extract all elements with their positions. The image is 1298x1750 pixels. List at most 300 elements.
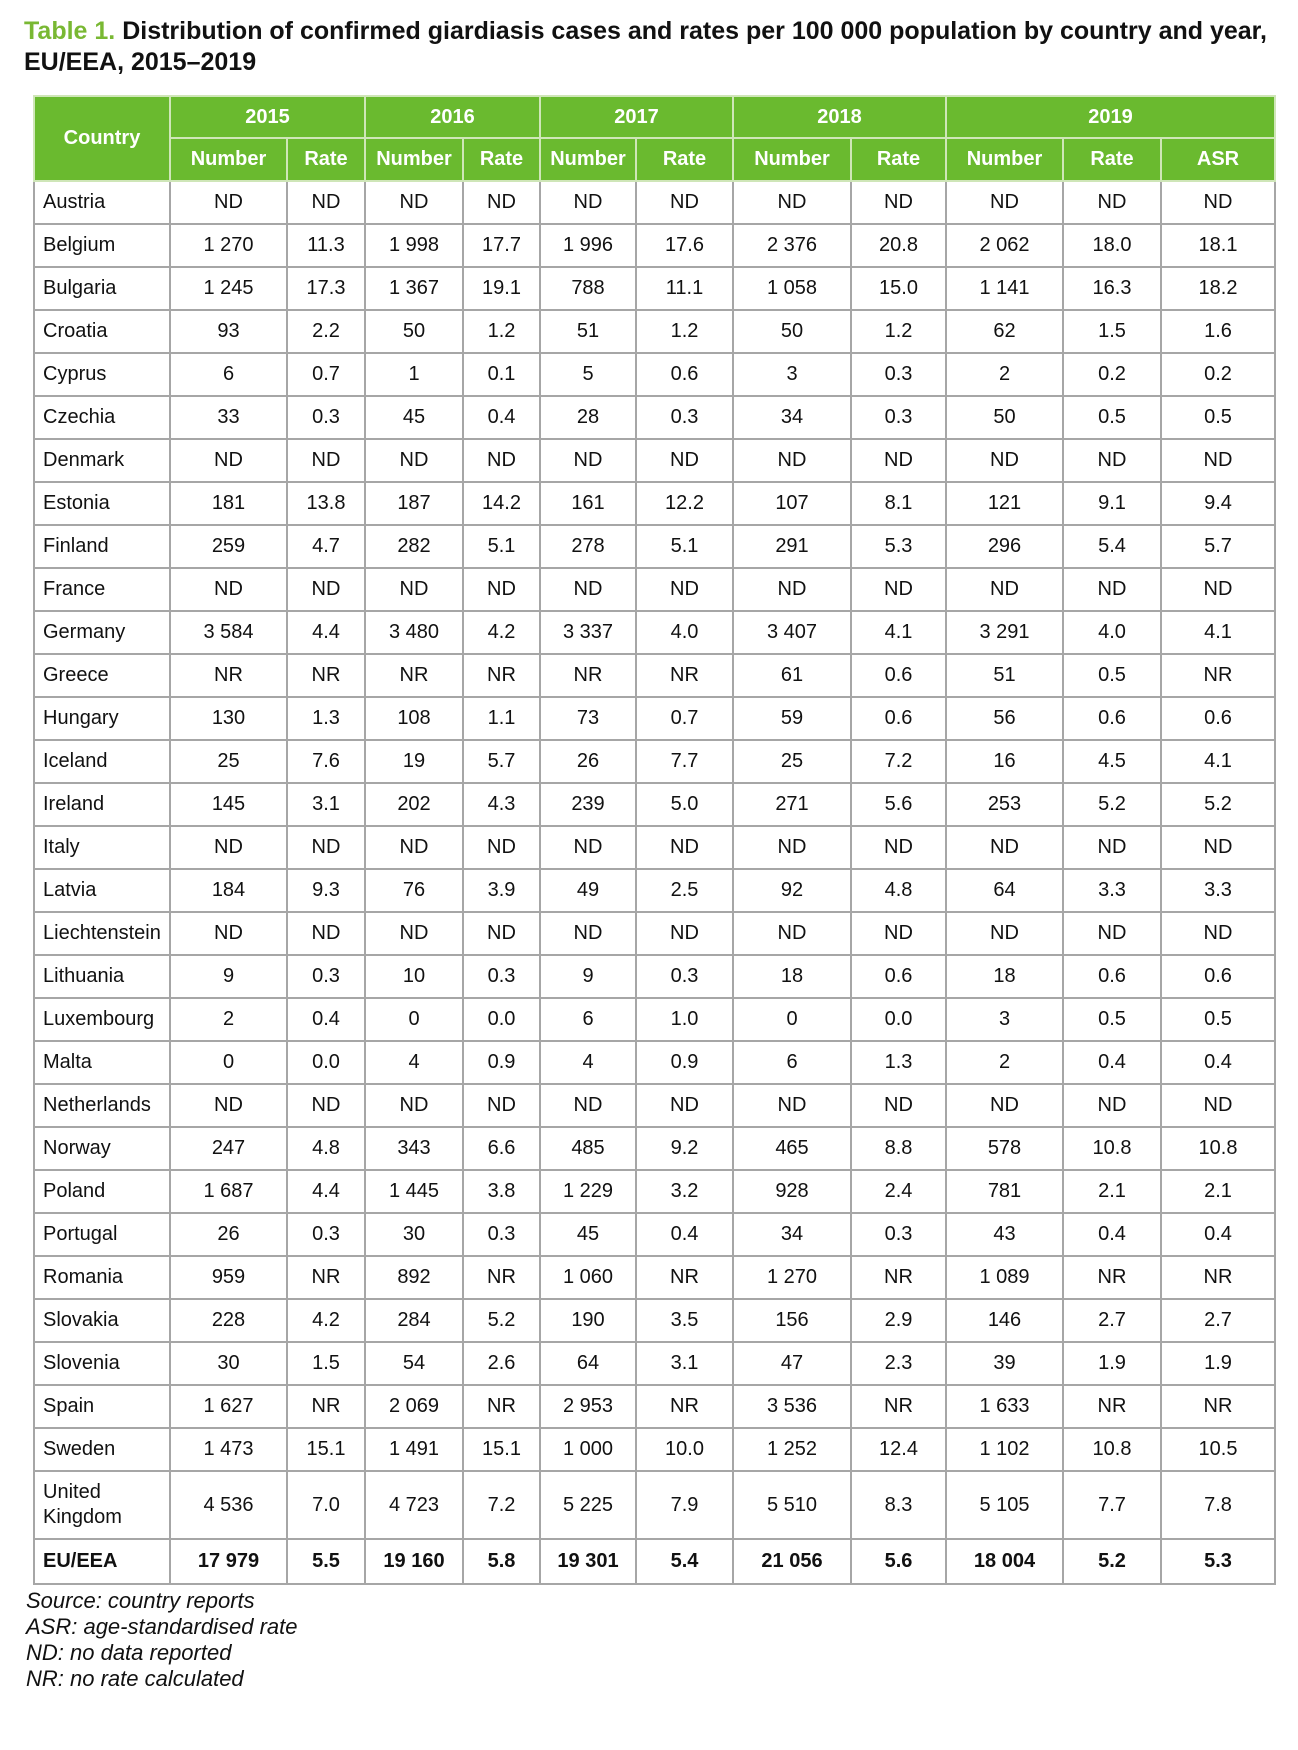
value-cell: 4.4	[287, 611, 365, 654]
value-cell: ND	[540, 181, 636, 224]
value-cell: 56	[946, 697, 1063, 740]
country-cell: Netherlands	[34, 1084, 170, 1127]
value-cell: 3.2	[636, 1170, 733, 1213]
country-cell: Hungary	[34, 697, 170, 740]
subheader-cell: Number	[733, 138, 851, 181]
value-cell: 18.2	[1161, 267, 1275, 310]
value-cell: 0.6	[1063, 955, 1161, 998]
value-cell: 1 060	[540, 1256, 636, 1299]
value-cell: 15.0	[851, 267, 946, 310]
value-cell: 17.6	[636, 224, 733, 267]
value-cell: 15.1	[463, 1428, 540, 1471]
table-row	[34, 1170, 1275, 1213]
value-cell: 12.4	[851, 1428, 946, 1471]
table-body	[34, 181, 1275, 1584]
value-cell: 1.1	[463, 697, 540, 740]
value-cell: 6.6	[463, 1127, 540, 1170]
country-cell: Denmark	[34, 439, 170, 482]
total-row	[34, 1539, 1275, 1584]
value-cell: 181	[170, 482, 287, 525]
value-cell: 1.6	[1161, 310, 1275, 353]
value-cell: 7.7	[1063, 1471, 1161, 1539]
value-cell: 64	[946, 869, 1063, 912]
value-cell: ND	[733, 826, 851, 869]
value-cell: 3.3	[1063, 869, 1161, 912]
value-cell: ND	[636, 568, 733, 611]
value-cell: 39	[946, 1342, 1063, 1385]
value-cell: 45	[540, 1213, 636, 1256]
country-cell: Lithuania	[34, 955, 170, 998]
country-cell: Luxembourg	[34, 998, 170, 1041]
country-column-header: Country	[34, 96, 170, 181]
value-cell: 0.4	[636, 1213, 733, 1256]
value-cell: 1 633	[946, 1385, 1063, 1428]
value-cell: 5.5	[287, 1539, 365, 1584]
value-cell: 2	[946, 353, 1063, 396]
value-cell: 15.1	[287, 1428, 365, 1471]
value-cell: 2	[170, 998, 287, 1041]
value-cell: 33	[170, 396, 287, 439]
value-cell: 0.3	[636, 396, 733, 439]
value-cell: 34	[733, 396, 851, 439]
value-cell: 7.6	[287, 740, 365, 783]
country-cell: Norway	[34, 1127, 170, 1170]
value-cell: 0.4	[1161, 1213, 1275, 1256]
value-cell: 1.3	[851, 1041, 946, 1084]
value-cell: 19	[365, 740, 463, 783]
year-header: 2019	[946, 96, 1275, 138]
value-cell: 1.5	[287, 1342, 365, 1385]
value-cell: 1 270	[170, 224, 287, 267]
value-cell: 0.4	[1161, 1041, 1275, 1084]
value-cell: 10.0	[636, 1428, 733, 1471]
value-cell: 49	[540, 869, 636, 912]
value-cell: 7.7	[636, 740, 733, 783]
subheader-cell: Number	[170, 138, 287, 181]
value-cell: 291	[733, 525, 851, 568]
value-cell: 10.8	[1063, 1127, 1161, 1170]
subheader-cell: Number	[365, 138, 463, 181]
table-row	[34, 1256, 1275, 1299]
year-header: 2018	[733, 96, 946, 138]
year-header: 2016	[365, 96, 540, 138]
table-row	[34, 1213, 1275, 1256]
value-cell: ND	[1063, 912, 1161, 955]
country-cell: Czechia	[34, 396, 170, 439]
value-cell: 3 407	[733, 611, 851, 654]
value-cell: 0.3	[463, 955, 540, 998]
value-cell: 5.6	[851, 783, 946, 826]
value-cell: 2 062	[946, 224, 1063, 267]
table-row	[34, 568, 1275, 611]
value-cell: 5.0	[636, 783, 733, 826]
value-cell: ND	[287, 826, 365, 869]
value-cell: 1.3	[287, 697, 365, 740]
value-cell: 17.3	[287, 267, 365, 310]
value-cell: 0.6	[851, 955, 946, 998]
value-cell: 190	[540, 1299, 636, 1342]
value-cell: ND	[946, 912, 1063, 955]
value-cell: 4	[365, 1041, 463, 1084]
table-row	[34, 525, 1275, 568]
subheader-cell: ASR	[1161, 138, 1275, 181]
value-cell: 3.1	[287, 783, 365, 826]
value-cell: ND	[733, 181, 851, 224]
country-cell: Latvia	[34, 869, 170, 912]
value-cell: 18 004	[946, 1539, 1063, 1584]
subheader-cell: Rate	[287, 138, 365, 181]
country-cell: Belgium	[34, 224, 170, 267]
value-cell: 4.2	[287, 1299, 365, 1342]
value-cell: ND	[170, 568, 287, 611]
value-cell: 1 270	[733, 1256, 851, 1299]
data-table-container	[33, 95, 1274, 1585]
value-cell: 107	[733, 482, 851, 525]
value-cell: ND	[463, 181, 540, 224]
value-cell: 5.6	[851, 1539, 946, 1584]
note-asr: ASR: age-standardised rate	[26, 1614, 298, 1639]
value-cell: 0.5	[1161, 998, 1275, 1041]
table-row	[34, 267, 1275, 310]
value-cell: ND	[365, 1084, 463, 1127]
value-cell: 54	[365, 1342, 463, 1385]
value-cell: 8.3	[851, 1471, 946, 1539]
value-cell: 19 301	[540, 1539, 636, 1584]
value-cell: 282	[365, 525, 463, 568]
value-cell: 1.5	[1063, 310, 1161, 353]
country-cell: Cyprus	[34, 353, 170, 396]
value-cell: ND	[540, 1084, 636, 1127]
value-cell: 45	[365, 396, 463, 439]
value-cell: 6	[540, 998, 636, 1041]
value-cell: 16	[946, 740, 1063, 783]
value-cell: 3	[733, 353, 851, 396]
value-cell: 7.2	[463, 1471, 540, 1539]
value-cell: 3.9	[463, 869, 540, 912]
value-cell: 4	[540, 1041, 636, 1084]
country-cell: Malta	[34, 1041, 170, 1084]
value-cell: 0.3	[287, 396, 365, 439]
value-cell: 161	[540, 482, 636, 525]
value-cell: 0.4	[1063, 1041, 1161, 1084]
value-cell: 50	[733, 310, 851, 353]
note-source: Source: country reports	[26, 1588, 255, 1613]
value-cell: 1 998	[365, 224, 463, 267]
table-row	[34, 1342, 1275, 1385]
value-cell: ND	[170, 181, 287, 224]
value-cell: 17 979	[170, 1539, 287, 1584]
value-cell: ND	[365, 826, 463, 869]
value-cell: 2.9	[851, 1299, 946, 1342]
value-cell: NR	[851, 1385, 946, 1428]
value-cell: 0.5	[1063, 998, 1161, 1041]
value-cell: NR	[463, 1385, 540, 1428]
table-row	[34, 1127, 1275, 1170]
value-cell: ND	[463, 568, 540, 611]
table-row	[34, 697, 1275, 740]
subheader-cell: Rate	[636, 138, 733, 181]
value-cell: 1.2	[463, 310, 540, 353]
subheader-cell: Rate	[851, 138, 946, 181]
value-cell: 18	[733, 955, 851, 998]
country-cell: Sweden	[34, 1428, 170, 1471]
value-cell: 3.8	[463, 1170, 540, 1213]
table-row	[34, 310, 1275, 353]
country-cell: Romania	[34, 1256, 170, 1299]
value-cell: ND	[463, 439, 540, 482]
value-cell: 8.1	[851, 482, 946, 525]
value-cell: 1 627	[170, 1385, 287, 1428]
value-cell: 0.6	[1161, 955, 1275, 998]
value-cell: 228	[170, 1299, 287, 1342]
table-row	[34, 482, 1275, 525]
value-cell: ND	[851, 912, 946, 955]
value-cell: 146	[946, 1299, 1063, 1342]
value-cell: 3 337	[540, 611, 636, 654]
value-cell: ND	[946, 181, 1063, 224]
value-cell: 2.3	[851, 1342, 946, 1385]
value-cell: ND	[851, 1084, 946, 1127]
country-cell: Liechtenstein	[34, 912, 170, 955]
value-cell: NR	[1161, 1256, 1275, 1299]
table-row	[34, 869, 1275, 912]
value-cell: 0.3	[851, 353, 946, 396]
value-cell: 202	[365, 783, 463, 826]
value-cell: 0.4	[287, 998, 365, 1041]
value-cell: 4.3	[463, 783, 540, 826]
value-cell: 247	[170, 1127, 287, 1170]
value-cell: 0.3	[287, 1213, 365, 1256]
value-cell: ND	[1063, 1084, 1161, 1127]
value-cell: 892	[365, 1256, 463, 1299]
value-cell: NR	[1161, 654, 1275, 697]
value-cell: ND	[851, 826, 946, 869]
value-cell: 5.7	[463, 740, 540, 783]
value-cell: 343	[365, 1127, 463, 1170]
country-cell: Croatia	[34, 310, 170, 353]
value-cell: 11.3	[287, 224, 365, 267]
value-cell: 2.1	[1161, 1170, 1275, 1213]
value-cell: NR	[287, 654, 365, 697]
value-cell: ND	[170, 826, 287, 869]
value-cell: ND	[540, 439, 636, 482]
table-row	[34, 998, 1275, 1041]
value-cell: ND	[540, 826, 636, 869]
value-cell: NR	[365, 654, 463, 697]
value-cell: 271	[733, 783, 851, 826]
value-cell: ND	[1063, 826, 1161, 869]
value-cell: 781	[946, 1170, 1063, 1213]
value-cell: ND	[365, 439, 463, 482]
value-cell: 187	[365, 482, 463, 525]
value-cell: 1 102	[946, 1428, 1063, 1471]
value-cell: 9	[540, 955, 636, 998]
table-row	[34, 353, 1275, 396]
value-cell: 1 445	[365, 1170, 463, 1213]
value-cell: 2	[946, 1041, 1063, 1084]
table-row	[34, 1385, 1275, 1428]
value-cell: 10.8	[1161, 1127, 1275, 1170]
value-cell: ND	[1161, 912, 1275, 955]
value-cell: 0.7	[636, 697, 733, 740]
value-cell: ND	[170, 439, 287, 482]
value-cell: 1	[365, 353, 463, 396]
value-cell: 0.6	[1161, 697, 1275, 740]
country-cell: Estonia	[34, 482, 170, 525]
value-cell: ND	[287, 181, 365, 224]
value-cell: 0.6	[1063, 697, 1161, 740]
value-cell: 1 367	[365, 267, 463, 310]
value-cell: 9.1	[1063, 482, 1161, 525]
value-cell: 2.4	[851, 1170, 946, 1213]
value-cell: 0	[365, 998, 463, 1041]
value-cell: ND	[733, 439, 851, 482]
giardiasis-table	[33, 95, 1276, 1585]
value-cell: 4.1	[1161, 611, 1275, 654]
value-cell: 50	[365, 310, 463, 353]
value-cell: ND	[1161, 439, 1275, 482]
value-cell: 5.2	[1063, 1539, 1161, 1584]
value-cell: 76	[365, 869, 463, 912]
value-cell: 0	[733, 998, 851, 1041]
value-cell: 30	[365, 1213, 463, 1256]
table-notes	[26, 1588, 298, 1692]
value-cell: 43	[946, 1213, 1063, 1256]
value-cell: ND	[851, 568, 946, 611]
value-cell: NR	[463, 1256, 540, 1299]
country-cell: Spain	[34, 1385, 170, 1428]
country-cell: Slovenia	[34, 1342, 170, 1385]
value-cell: ND	[851, 439, 946, 482]
value-cell: 145	[170, 783, 287, 826]
value-cell: NR	[851, 1256, 946, 1299]
value-cell: 11.1	[636, 267, 733, 310]
value-cell: 296	[946, 525, 1063, 568]
value-cell: 13.8	[287, 482, 365, 525]
value-cell: 1.9	[1063, 1342, 1161, 1385]
table-title	[24, 16, 1274, 78]
value-cell: 5.8	[463, 1539, 540, 1584]
value-cell: ND	[1161, 181, 1275, 224]
value-cell: 2.7	[1161, 1299, 1275, 1342]
value-cell: NR	[287, 1256, 365, 1299]
value-cell: NR	[1063, 1256, 1161, 1299]
value-cell: 4 536	[170, 1471, 287, 1539]
value-cell: 0.3	[463, 1213, 540, 1256]
value-cell: ND	[170, 912, 287, 955]
value-cell: ND	[733, 1084, 851, 1127]
value-cell: 5 225	[540, 1471, 636, 1539]
value-cell: 0.9	[636, 1041, 733, 1084]
value-cell: 1 089	[946, 1256, 1063, 1299]
value-cell: 0.0	[851, 998, 946, 1041]
note-nd: ND: no data reported	[26, 1640, 232, 1665]
value-cell: 3 291	[946, 611, 1063, 654]
value-cell: 4.1	[851, 611, 946, 654]
value-cell: 5.2	[463, 1299, 540, 1342]
value-cell: ND	[636, 912, 733, 955]
value-cell: 788	[540, 267, 636, 310]
value-cell: 4.8	[851, 869, 946, 912]
value-cell: 284	[365, 1299, 463, 1342]
value-cell: 3 480	[365, 611, 463, 654]
table-row	[34, 1041, 1275, 1084]
value-cell: 0.9	[463, 1041, 540, 1084]
value-cell: 9.3	[287, 869, 365, 912]
value-cell: 1 058	[733, 267, 851, 310]
value-cell: NR	[636, 1385, 733, 1428]
value-cell: 1 996	[540, 224, 636, 267]
country-cell: Austria	[34, 181, 170, 224]
value-cell: 239	[540, 783, 636, 826]
value-cell: 5.4	[636, 1539, 733, 1584]
value-cell: 2.2	[287, 310, 365, 353]
value-cell: 1 229	[540, 1170, 636, 1213]
country-cell: Iceland	[34, 740, 170, 783]
table-row	[34, 1471, 1275, 1539]
value-cell: ND	[1063, 568, 1161, 611]
value-cell: 0.4	[1063, 1213, 1161, 1256]
year-header: 2015	[170, 96, 365, 138]
value-cell: ND	[636, 439, 733, 482]
value-cell: 2.7	[1063, 1299, 1161, 1342]
value-cell: 1.2	[851, 310, 946, 353]
value-cell: 3	[946, 998, 1063, 1041]
value-cell: 0.1	[463, 353, 540, 396]
value-cell: 5.7	[1161, 525, 1275, 568]
value-cell: 16.3	[1063, 267, 1161, 310]
value-cell: ND	[946, 439, 1063, 482]
value-cell: 2 376	[733, 224, 851, 267]
value-cell: 4.1	[1161, 740, 1275, 783]
year-header: 2017	[540, 96, 733, 138]
value-cell: 10	[365, 955, 463, 998]
subheader-cell: Rate	[463, 138, 540, 181]
value-cell: 0.3	[287, 955, 365, 998]
value-cell: ND	[636, 1084, 733, 1127]
value-cell: 9.4	[1161, 482, 1275, 525]
value-cell: 4.0	[636, 611, 733, 654]
value-cell: ND	[733, 912, 851, 955]
value-cell: ND	[946, 1084, 1063, 1127]
value-cell: ND	[287, 439, 365, 482]
country-cell: Portugal	[34, 1213, 170, 1256]
value-cell: 4 723	[365, 1471, 463, 1539]
value-cell: 4.2	[463, 611, 540, 654]
value-cell: 0.5	[1161, 396, 1275, 439]
value-cell: NR	[463, 654, 540, 697]
value-cell: 184	[170, 869, 287, 912]
value-cell: 12.2	[636, 482, 733, 525]
table-row	[34, 826, 1275, 869]
value-cell: 7.2	[851, 740, 946, 783]
value-cell: 18.1	[1161, 224, 1275, 267]
table-row	[34, 1084, 1275, 1127]
value-cell: 5	[540, 353, 636, 396]
value-cell: ND	[365, 912, 463, 955]
value-cell: 3 536	[733, 1385, 851, 1428]
value-cell: 6	[170, 353, 287, 396]
value-cell: 1 141	[946, 267, 1063, 310]
value-cell: ND	[636, 181, 733, 224]
value-cell: 0.4	[463, 396, 540, 439]
value-cell: ND	[540, 912, 636, 955]
value-cell: 5.1	[636, 525, 733, 568]
value-cell: 47	[733, 1342, 851, 1385]
value-cell: 0.5	[1063, 654, 1161, 697]
value-cell: 10.5	[1161, 1428, 1275, 1471]
value-cell: 14.2	[463, 482, 540, 525]
